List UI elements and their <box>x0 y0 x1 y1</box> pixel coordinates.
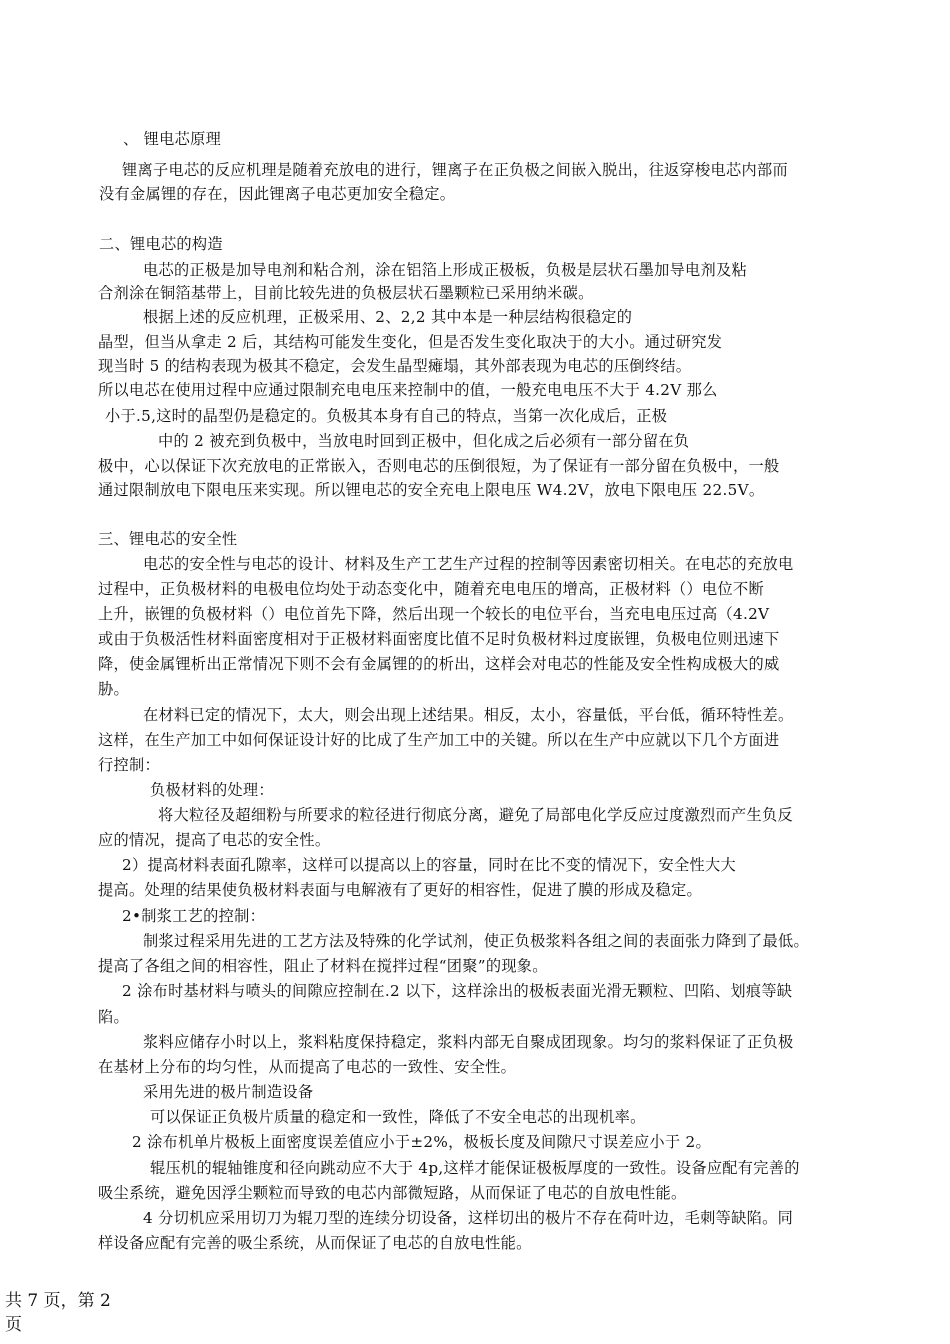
paragraph-line: 制浆过程采用先进的工艺方法及特殊的化学试剂，使正负极浆料各组之间的表面张力降到了最低。 <box>143 932 809 950</box>
paragraph-line: 浆料应储存小时以上，浆料粘度保持稳定，浆料内部无自聚成团现象。均匀的浆料保证了正负极 <box>143 1033 794 1051</box>
paragraph-line: 上升，嵌锂的负极材料（）电位首先下降，然后出现一个较长的电位平台，当充电电压过高（4.2V <box>98 605 770 623</box>
paragraph-line: 行控制： <box>98 756 160 774</box>
paragraph-line: 可以保证正负极片质量的稳定和一致性，降低了不安全电芯的出现机率。 <box>150 1108 646 1126</box>
paragraph-line: 应的情况，提高了电芯的安全性。 <box>98 831 331 849</box>
subsection-heading: 2•制浆工艺的控制： <box>122 907 266 925</box>
paragraph-line: 过程中，正负极材料的电极电位均处于动态变化中，随着充电电压的增高，正极材料（）电位不断 <box>98 580 764 598</box>
paragraph-line: 样设备应配有完善的吸尘系统，从而保证了电芯的自放电性能。 <box>98 1234 532 1252</box>
paragraph-line: 电芯的正极是加导电剂和粘合剂，涂在铝箔上形成正极板，负极是层状石墨加导电剂及粘 <box>143 261 748 279</box>
section3-heading: 三、锂电芯的安全性 <box>98 530 238 548</box>
paragraph-line: 小于.5,这时的晶型仍是稳定的。负极其本身有自己的特点，当第一次化成后，正极 <box>105 407 668 425</box>
page-counter: 共 7 页，第 2 <box>5 1291 111 1311</box>
paragraph-line: 现当时 5 的结构表现为极其不稳定，会发生晶型瘫塌，其外部表现为电芯的压倒终结。 <box>98 357 692 375</box>
paragraph-line: 提高了各组之间的相容性，阻止了材料在搅拌过程“团聚”的现象。 <box>98 957 548 975</box>
paragraph-line: 胁。 <box>98 680 129 698</box>
paragraph-line: 或由于负极活性材料面密度相对于正极材料面密度比值不足时负极材料过度嵌锂，负极电位则迅速下 <box>98 630 780 648</box>
page-counter-cont: 页 <box>5 1315 22 1335</box>
paragraph-line: 所以电芯在使用过程中应通过限制充电电压来控制中的值，一般充电电压不大于 4.2V 那么 <box>98 381 718 399</box>
paragraph-line: 提高。处理的结果使负极材料表面与电解液有了更好的相容性，促进了膜的形成及稳定。 <box>98 881 703 899</box>
subsection-heading: 采用先进的极片制造设备 <box>143 1083 314 1101</box>
paragraph-line: 合剂涂在铜箔基带上，目前比较先进的负极层状石墨颗粒已采用纳米碳。 <box>98 284 594 302</box>
paragraph-line: 这样，在生产加工中如何保证设计好的比成了生产加工中的关键。所以在生产中应就以下几个方面进 <box>98 731 780 749</box>
paragraph-line: 2）提高材料表面孔隙率，这样可以提高以上的容量，同时在比不变的情况下，安全性大大 <box>122 856 736 874</box>
paragraph-line: 中的 2 被充到负极中，当放电时回到正极中，但化成之后必须有一部分留在负 <box>158 432 690 450</box>
paragraph-line: 在基材上分布的均匀性，从而提高了电芯的一致性、安全性。 <box>98 1058 517 1076</box>
paragraph-line: 极中，心以保证下次充放电的正常嵌入，否则电芯的压倒很短，为了保证有一部分留在负极中，一般 <box>98 457 780 475</box>
paragraph-line: 降，使金属锂析出正常情况下则不会有金属锂的的析出，这样会对电芯的性能及安全性构成极大的威 <box>98 655 780 673</box>
paragraph-line: 辊压机的辊轴锥度和径向跳动应不大于 4p,这样才能保证极板厚度的一致性。设备应配有完善的 <box>150 1159 800 1177</box>
section2-heading: 二、锂电芯的构造 <box>99 235 223 253</box>
paragraph-line: 陷。 <box>98 1008 129 1026</box>
paragraph-line: 在材料已定的情况下，太大，则会出现上述结果。相反，太小，容量低，平台低，循环特性差。 <box>143 706 794 724</box>
paragraph-line: 吸尘系统，避免因浮尘颗粒而导致的电芯内部微短路，从而保证了电芯的自放电性能。 <box>98 1184 687 1202</box>
paragraph-line: 晶型，但当从拿走 2 后，其结构可能发生变化，但是否发生变化取决于的大小。通过研究发 <box>98 333 723 351</box>
paragraph-line: 没有金属锂的存在，因此锂离子电芯更加安全稳定。 <box>99 185 456 203</box>
paragraph-line: 电芯的安全性与电芯的设计、材料及生产工艺生产过程的控制等因素密切相关。在电芯的充放电 <box>143 555 794 573</box>
subsection-heading: 负极材料的处理： <box>150 781 274 799</box>
section1-heading: 、 锂电芯原理 <box>123 130 222 148</box>
paragraph-line: 2 涂布机单片极板上面密度误差值应小于±2%，极板长度及间隙尺寸误差应小于 2。 <box>132 1133 711 1151</box>
paragraph-line: 2 涂布时基材料与喷头的间隙应控制在.2 以下，这样涂出的极板表面光滑无颗粒、凹陷、划痕等缺 <box>122 982 793 1000</box>
paragraph-line: 锂离子电芯的反应机理是随着充放电的进行，锂离子在正负极之间嵌入脱出，往返穿梭电芯内部而 <box>122 161 788 179</box>
paragraph-line: 通过限制放电下限电压来实现。所以锂电芯的安全充电上限电压 W4.2V，放电下限电压 22.5V。 <box>98 481 765 499</box>
paragraph-line: 4 分切机应采用切刀为辊刀型的连续分切设备，这样切出的极片不存在荷叶边，毛刺等缺陷。同 <box>143 1209 794 1227</box>
paragraph-line: 根据上述的反应机理，正极采用、2、2,2 其中本是一种层结构很稳定的 <box>143 308 633 326</box>
paragraph-line: 将大粒径及超细粉与所要求的粒径进行彻底分离，避免了局部电化学反应过度激烈而产生负反 <box>158 806 793 824</box>
